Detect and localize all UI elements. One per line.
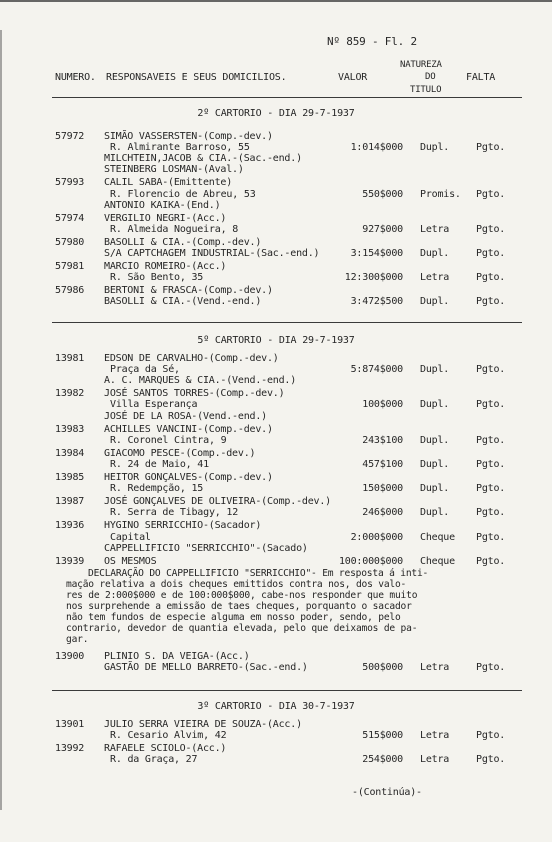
entry-line: MARCIO ROMEIRO-(Acc.) [104, 261, 227, 273]
entry-numero: 13936 [55, 520, 85, 532]
entry-natureza: Promis. [420, 188, 461, 200]
header-natureza-3: TITULO [410, 85, 442, 95]
section-rule [52, 690, 522, 691]
entry-line: SIMÃO VASSERSTEN-(Comp.-dev.) [104, 131, 273, 142]
entry-line: R. São Bento, 35 [110, 272, 204, 284]
entry-valor: 3:154$000 [350, 248, 403, 259]
entry-numero: 13985 [55, 472, 85, 483]
entry-line: R. Cesario Alvim, 42 [110, 730, 227, 742]
entry-line: R. 24 de Maio, 41 [110, 458, 209, 470]
entry-line: HEITOR GONÇALVES-(Comp.-dev.) [104, 472, 273, 483]
scan-edge-top [0, 0, 552, 10]
header-natureza-1: NATUREZA [400, 60, 442, 70]
entry-numero: 57972 [55, 131, 85, 142]
entry-line: BASOLLI & CIA.-(Vend.-end.) [104, 296, 262, 308]
entry-falta: Pgto. [476, 507, 506, 519]
entry-line: R. Almirante Barroso, 55 [110, 142, 250, 154]
entry-valor: 1:014$000 [350, 142, 403, 154]
entry-numero: 57974 [55, 212, 85, 224]
entry-valor: 246$000 [362, 507, 403, 519]
entry-line: JULIO SERRA VIEIRA DE SOUZA-(Acc.) [104, 719, 302, 730]
entry-falta: Pgto. [476, 754, 506, 766]
entry-line: HYGINO SERRICCHIO-(Sacador) [104, 520, 262, 532]
entry-numero: 13983 [55, 423, 85, 435]
declaration-line: nos surprehende a emissão de taes cheques, porquanto o sacador [66, 601, 412, 613]
entry-falta: Pgto. [476, 483, 506, 495]
entry-line: JOSÉ GONÇALVES DE OLIVEIRA-(Comp.-dev.) [104, 496, 331, 508]
entry-natureza: Dupl. [420, 507, 450, 519]
entry-falta: Pgto. [476, 248, 506, 259]
entry-numero: 13982 [55, 388, 85, 400]
entry-natureza: Dupl. [420, 458, 450, 470]
entry-natureza: Dupl. [420, 364, 450, 376]
declaration-line: res de 2:000$000 e de 100:000$000, cabe-nos responder que muito [66, 590, 418, 601]
entry-falta: Pgto. [476, 364, 506, 376]
entry-line: R. Coronel Cintra, 9 [110, 434, 227, 446]
entry-line: BERTONI & FRASCA-(Comp.-dev.) [104, 285, 273, 297]
entry-falta: Pgto. [476, 555, 506, 567]
entry-line: R. Almeida Nogueira, 8 [110, 223, 239, 235]
entry-valor: 254$000 [362, 754, 403, 766]
entry-natureza: Letra [420, 661, 450, 673]
entry-natureza: Cheque [420, 555, 455, 567]
entry-line: GIACOMO PESCE-(Comp.-dev.) [104, 447, 256, 459]
entry-line: Capital [110, 531, 151, 543]
entry-numero: 13987 [55, 496, 85, 508]
entry-line: CALIL SABA-(Emittente) [104, 177, 233, 189]
entry-line: MILCHTEIN,JACOB & CIA.-(Sac.-end.) [104, 153, 302, 165]
entry-valor: 2:000$000 [350, 531, 403, 543]
entry-falta: Pgto. [476, 661, 506, 673]
header-valor: VALOR [338, 72, 368, 83]
header-numero: NUMERO. [55, 72, 96, 83]
declaration-line: contrario, devedor de quantia elevada, pelo que deixamos de pa- [66, 623, 418, 635]
entry-line: STEINBERG LOSMAN-(Aval.) [104, 164, 244, 176]
entry-line: R. Redempção, 15 [110, 483, 204, 495]
entry-natureza: Letra [420, 272, 450, 284]
entry-line: R. Florencio de Abreu, 53 [110, 188, 256, 200]
entry-line: RAFAELE SCIOLO-(Acc.) [104, 743, 227, 755]
entry-numero: 13981 [55, 353, 85, 364]
entry-line: R. Serra de Tibagy, 12 [110, 507, 239, 519]
entry-falta: Pgto. [476, 223, 506, 235]
entry-line: GASTÃO DE MELLO BARRETO-(Sac.-end.) [104, 661, 308, 673]
entry-valor: 100:000$000 [338, 555, 403, 567]
section-title: 5º CARTORIO - DIA 29-7-1937 [197, 335, 355, 346]
entry-numero: 13984 [55, 447, 85, 459]
entry-falta: Pgto. [476, 188, 506, 200]
entry-natureza: Dupl. [420, 483, 450, 495]
entry-numero: 57980 [55, 236, 85, 248]
entry-natureza: Letra [420, 754, 450, 766]
continua-note: -(Continúa)- [352, 787, 422, 798]
entry-line: S/A CAPTCHAGEM INDUSTRIAL-(Sac.-end.) [104, 248, 320, 259]
entry-natureza: Dupl. [420, 248, 450, 259]
entry-line: VERGILIO NEGRI-(Acc.) [104, 212, 227, 224]
entry-line: PLINIO S. DA VEIGA-(Acc.) [104, 650, 250, 662]
section-rule [52, 322, 522, 323]
entry-valor: 150$000 [362, 483, 403, 495]
entry-line: EDSON DE CARVALHO-(Comp.-dev.) [104, 353, 279, 364]
entry-numero: 13901 [55, 719, 85, 730]
entry-numero: 13900 [55, 650, 85, 662]
entry-line: ANTONIO KAIKA-(End.) [104, 199, 221, 211]
declaration-line: DECLARAÇÃO DO CAPPELLIFICIO "SERRICCHIO"- Em resposta á inti- [88, 567, 429, 579]
entry-valor: 515$000 [362, 730, 403, 742]
entry-line: CAPPELLIFICIO "SERRICCHIO"-(Sacado) [104, 542, 308, 554]
entry-falta: Pgto. [476, 272, 506, 284]
entry-line: A. C. MARQUES & CIA.-(Vend.-end.) [104, 375, 297, 387]
entry-numero: 13939 [55, 555, 85, 567]
section-title: 2º CARTORIO - DIA 29-7-1937 [197, 108, 355, 119]
header-rule [52, 97, 522, 98]
entry-natureza: Letra [420, 730, 450, 742]
entry-numero: 57986 [55, 285, 85, 297]
entry-valor: 12:300$000 [344, 272, 403, 284]
entry-falta: Pgto. [476, 458, 506, 470]
entry-valor: 5:874$000 [350, 364, 403, 376]
header-natureza-2: DO [425, 72, 436, 82]
declaration-line: gar. [66, 634, 89, 646]
entry-valor: 100$000 [362, 399, 403, 411]
entry-line: JOSÉ DE LA ROSA-(Vend.-end.) [104, 410, 267, 422]
entry-valor: 550$000 [362, 188, 403, 200]
entry-line: BASOLLI & CIA.-(Comp.-dev.) [104, 236, 262, 248]
scan-edge-left [0, 30, 2, 810]
entry-valor: 457$100 [362, 458, 403, 470]
declaration-line: mação relativa a dois cheques emittidos contra nos, dos valo- [66, 578, 407, 590]
entry-falta: Pgto. [476, 399, 506, 411]
entry-valor: 243$100 [362, 434, 403, 446]
entry-falta: Pgto. [476, 296, 506, 308]
header-falta: FALTA [466, 72, 496, 83]
entry-natureza: Cheque [420, 531, 455, 543]
entry-numero: 57981 [55, 261, 85, 273]
entry-natureza: Dupl. [420, 142, 450, 154]
entry-line: Praça da Sé, [110, 364, 180, 376]
entry-natureza: Letra [420, 223, 450, 235]
entry-natureza: Dupl. [420, 434, 450, 446]
entry-falta: Pgto. [476, 142, 506, 154]
entry-natureza: Dupl. [420, 296, 450, 308]
entry-numero: 13992 [55, 743, 85, 755]
entry-valor: 927$000 [362, 223, 403, 235]
entry-falta: Pgto. [476, 531, 506, 543]
section-title: 3º CARTORIO - DIA 30-7-1937 [197, 701, 355, 712]
entry-numero: 57993 [55, 177, 85, 189]
entry-natureza: Dupl. [420, 399, 450, 411]
entry-valor: 3:472$500 [350, 296, 403, 308]
page-number: Nº 859 - Fl. 2 [327, 35, 417, 48]
entry-line: Villa Esperança [110, 399, 198, 411]
entry-valor: 500$000 [362, 661, 403, 673]
entry-falta: Pgto. [476, 730, 506, 742]
entry-line: R. da Graça, 27 [110, 754, 198, 766]
entry-falta: Pgto. [476, 434, 506, 446]
entry-line: OS MESMOS [104, 555, 157, 567]
header-responsaveis: RESPONSAVEIS E SEUS DOMICILIOS. [106, 72, 287, 83]
declaration-line: não tem fundos de especie alguma em nosso poder, sendo, pelo [66, 612, 401, 624]
entry-line: JOSÉ SANTOS TORRES-(Comp.-dev.) [104, 388, 285, 400]
entry-line: ACHILLES VANCINI-(Comp.-dev.) [104, 423, 273, 435]
